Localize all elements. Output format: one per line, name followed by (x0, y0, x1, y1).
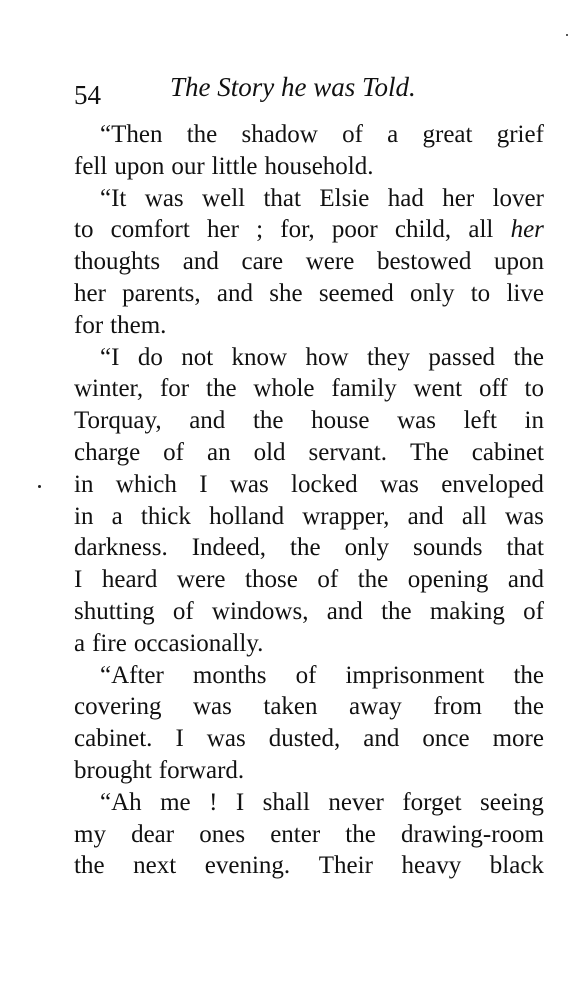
word: the (74, 852, 105, 880)
word: ones (199, 820, 246, 848)
text-line (74, 342, 544, 374)
word: charge (74, 438, 141, 466)
word: not (181, 343, 214, 371)
word: and (407, 502, 444, 530)
word: had (387, 184, 424, 212)
word: great (422, 121, 473, 148)
word: darkness. (74, 534, 168, 562)
word: occasionally. (133, 629, 264, 657)
word: and (326, 597, 363, 625)
word: fire (92, 629, 127, 657)
print-speck (566, 34, 568, 36)
word: was (397, 407, 436, 435)
word: she (269, 279, 303, 307)
word: opening (407, 566, 489, 594)
word: know (231, 343, 288, 371)
word: evening. (204, 852, 291, 880)
text-line (74, 437, 544, 469)
word: was (192, 693, 232, 721)
text-line (74, 310, 544, 342)
word: forget (402, 788, 462, 816)
word: an (206, 438, 231, 466)
word: dear (131, 820, 175, 848)
text-line (74, 151, 544, 183)
word: enveloped (441, 470, 544, 498)
word: for (159, 375, 190, 403)
word: do (137, 343, 163, 371)
word: black (489, 852, 544, 880)
word: live (506, 279, 544, 307)
text-line (74, 246, 544, 278)
word: upon (114, 152, 165, 180)
word: I (199, 470, 208, 498)
running-head (74, 68, 544, 108)
word: a (387, 121, 399, 148)
word: and (363, 725, 400, 753)
word: once (422, 725, 470, 753)
word: passed (428, 343, 496, 371)
word: the (186, 121, 218, 148)
word: “Then (100, 121, 163, 148)
word: locked (291, 470, 358, 498)
text-line (74, 628, 544, 660)
word: to (74, 216, 94, 244)
word: in (524, 407, 544, 435)
word: household. (264, 152, 374, 180)
word: Elsie (319, 184, 370, 212)
word: upon (493, 248, 544, 276)
word: a (74, 629, 86, 657)
word: The (409, 438, 449, 466)
word: and (507, 566, 544, 594)
word: dusted, (268, 725, 341, 753)
word: of (163, 438, 184, 466)
word: was (229, 470, 269, 498)
word: Their (318, 852, 373, 880)
word: was (379, 470, 419, 498)
word: poor (331, 216, 378, 244)
word: “Ah (100, 788, 142, 816)
word: all (468, 216, 494, 244)
word: to (470, 279, 491, 307)
word: cabinet (471, 438, 544, 466)
text-line (74, 755, 544, 787)
text-line (74, 691, 544, 723)
text-line (74, 278, 544, 310)
word: taken (263, 693, 318, 721)
word: off (478, 375, 508, 403)
word: the (513, 661, 544, 689)
word: fell (74, 152, 108, 180)
text-line (74, 469, 544, 501)
text-line (74, 850, 544, 882)
word: parents, (122, 279, 201, 307)
word: them. (110, 311, 167, 339)
word: that (506, 534, 544, 562)
word: the (381, 597, 412, 625)
word: the (513, 693, 544, 721)
word: for (74, 311, 104, 339)
word: little (211, 152, 258, 180)
word: of (172, 597, 194, 625)
word: I (175, 725, 184, 753)
word: seeing (480, 788, 544, 816)
word: and (182, 248, 219, 276)
word: those (245, 566, 298, 594)
word: her (207, 216, 239, 244)
word: in (74, 470, 94, 498)
word: away (349, 693, 402, 721)
word: to (524, 375, 544, 403)
body-text (74, 119, 544, 882)
word: the (357, 566, 389, 594)
word: for, (280, 216, 315, 244)
word: I (74, 566, 83, 594)
word: only (410, 279, 455, 307)
word: bestowed (376, 248, 472, 276)
word: brought (74, 756, 152, 784)
word: me (160, 788, 191, 816)
word: holland (209, 502, 285, 530)
word: next (133, 852, 177, 880)
word: care (241, 248, 284, 276)
word: and (189, 407, 226, 435)
word: Indeed, (191, 534, 267, 562)
word: thick (140, 502, 191, 530)
word: her (442, 184, 475, 212)
word: family (331, 375, 397, 403)
text-line (74, 564, 544, 596)
word: making (429, 597, 505, 625)
word: and (216, 279, 253, 307)
text-line (74, 596, 544, 628)
word: grief (496, 121, 544, 148)
word: never (328, 788, 384, 816)
word: seemed (318, 279, 394, 307)
word: heavy (401, 852, 462, 880)
word: shutting (74, 597, 155, 625)
word: the (252, 407, 284, 435)
text-line (74, 532, 544, 564)
word: the (206, 375, 237, 403)
word: lover (492, 184, 544, 212)
text-line (74, 501, 544, 533)
word: “It (100, 184, 127, 212)
word: the (345, 820, 376, 848)
word: shadow (241, 121, 318, 148)
text-line (74, 723, 544, 755)
word: months (192, 661, 267, 689)
word: thoughts (74, 248, 161, 276)
word: winter, (74, 375, 144, 403)
word: ! (209, 788, 218, 816)
word: ; (256, 216, 264, 244)
word: the (290, 534, 321, 562)
word: was (144, 184, 184, 212)
word: was (206, 725, 246, 753)
word: Torquay, (74, 407, 162, 435)
text-line (74, 373, 544, 405)
text-line (74, 405, 544, 437)
word: of (295, 661, 317, 689)
word: left (463, 407, 497, 435)
word: went (413, 375, 463, 403)
word: our (171, 152, 205, 180)
word: forward. (158, 756, 245, 784)
word: whole (253, 375, 315, 403)
word: “After (100, 661, 164, 689)
word: well (202, 184, 246, 212)
word: the (513, 343, 544, 371)
word: cabinet. (74, 725, 153, 753)
word: enter (270, 820, 321, 848)
word: comfort (110, 216, 190, 244)
word: her (510, 216, 544, 244)
word: wrapper, (302, 502, 390, 530)
word: house (311, 407, 370, 435)
print-speck (38, 485, 41, 488)
word: from (433, 693, 482, 721)
word: how (305, 343, 349, 371)
word: were (305, 248, 355, 276)
text-line (74, 183, 544, 215)
word: drawing-room (400, 820, 544, 848)
text-line (74, 660, 544, 692)
word: servant. (308, 438, 387, 466)
page-number: 54 (74, 80, 101, 110)
word: sounds (413, 534, 483, 562)
word: child, (394, 216, 452, 244)
word: they (366, 343, 410, 371)
text-line (74, 214, 544, 246)
text-line (74, 119, 544, 151)
word: all (461, 502, 487, 530)
word: imprisonment (345, 661, 485, 689)
word: only (344, 534, 390, 562)
word: which (115, 470, 177, 498)
word: shall (262, 788, 310, 816)
word: of (523, 597, 544, 625)
word: in (74, 502, 94, 530)
word: that (263, 184, 301, 212)
running-title: The Story he was Told. (170, 72, 416, 102)
word: heard (101, 566, 158, 594)
word: I (235, 788, 245, 816)
word: old (253, 438, 286, 466)
word: more (492, 725, 544, 753)
word: was (505, 502, 544, 530)
word: her (74, 279, 106, 307)
word: of (317, 566, 339, 594)
text-line (74, 819, 544, 851)
word: were (176, 566, 226, 594)
word: my (74, 820, 106, 848)
word: a (111, 502, 123, 530)
word: “I (100, 343, 120, 371)
word: windows, (211, 597, 309, 625)
word: of (342, 121, 363, 148)
word: covering (74, 693, 162, 721)
text-line (74, 787, 544, 819)
